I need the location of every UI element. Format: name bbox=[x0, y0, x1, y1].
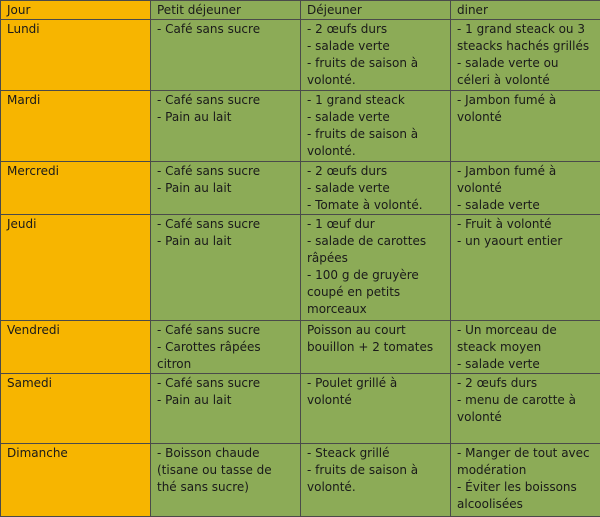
menu-item: - Tomate à volonté. bbox=[307, 197, 445, 214]
dejeuner-cell bbox=[301, 162, 451, 215]
menu-item: - 2 œufs durs bbox=[307, 21, 445, 38]
menu-item: - 1 grand steack ou 3 steacks hachés grillés bbox=[457, 21, 595, 55]
menu-item: - 2 œufs durs bbox=[307, 163, 445, 180]
day-cell: Jeudi bbox=[1, 215, 151, 321]
menu-item: - salade verte ou céleri à volonté bbox=[457, 55, 595, 89]
menu-item: - 1 œuf dur bbox=[307, 216, 445, 233]
menu-item: - Éviter les boissons alcoolisées bbox=[457, 479, 595, 513]
diner-cell bbox=[451, 374, 600, 444]
header-row bbox=[1, 1, 600, 20]
menu-item: - fruits de saison à volonté. bbox=[307, 55, 445, 89]
menu-item: - Jambon fumé à volonté bbox=[457, 92, 595, 126]
menu-item: - salade verte bbox=[307, 180, 445, 197]
menu-item: - Boisson chaude (tisane ou tasse de thé sans sucre) bbox=[157, 445, 295, 496]
menu-item: - salade verte bbox=[307, 38, 445, 55]
petit-dejeuner-cell bbox=[151, 321, 301, 374]
menu-item: - salade verte bbox=[457, 197, 595, 214]
petit-dejeuner-cell bbox=[151, 162, 301, 215]
table-row bbox=[1, 91, 600, 162]
dejeuner-cell bbox=[301, 20, 451, 91]
menu-item: - un yaourt entier bbox=[457, 233, 595, 250]
menu-item: - 1 grand steack bbox=[307, 92, 445, 109]
diner-cell bbox=[451, 444, 600, 517]
menu-item: - Café sans sucre bbox=[157, 21, 295, 38]
day-cell: Samedi bbox=[1, 374, 151, 444]
menu-item: - Café sans sucre bbox=[157, 216, 295, 233]
header-petit-dejeuner: Petit déjeuner bbox=[151, 1, 301, 20]
diner-cell bbox=[451, 162, 600, 215]
day-cell: Mercredi bbox=[1, 162, 151, 215]
day-cell: Lundi bbox=[1, 20, 151, 91]
table-row bbox=[1, 20, 600, 91]
menu-item: - 2 œufs durs bbox=[457, 375, 595, 392]
dejeuner-cell bbox=[301, 91, 451, 162]
table-row bbox=[1, 374, 600, 444]
table-row bbox=[1, 444, 600, 517]
table-row bbox=[1, 215, 600, 321]
menu-item: - salade de carottes râpées bbox=[307, 233, 445, 267]
header-diner: diner bbox=[451, 1, 600, 20]
diner-cell bbox=[451, 91, 600, 162]
menu-item: - Poulet grillé à volonté bbox=[307, 375, 445, 409]
diner-cell bbox=[451, 20, 600, 91]
menu-item: - Pain au lait bbox=[157, 180, 295, 197]
menu-item: - Jambon fumé à volonté bbox=[457, 163, 595, 197]
table-row bbox=[1, 162, 600, 215]
menu-item: - Café sans sucre bbox=[157, 163, 295, 180]
menu-item: - Café sans sucre bbox=[157, 92, 295, 109]
menu-item: - Pain au lait bbox=[157, 233, 295, 250]
menu-item: - Pain au lait bbox=[157, 109, 295, 126]
menu-item: - salade verte bbox=[457, 356, 595, 373]
petit-dejeuner-cell bbox=[151, 444, 301, 517]
menu-item: - Café sans sucre bbox=[157, 375, 295, 392]
dejeuner-cell bbox=[301, 444, 451, 517]
header-jour: Jour bbox=[1, 1, 151, 20]
menu-item: - Steack grillé bbox=[307, 445, 445, 462]
menu-item: - Manger de tout avec modération bbox=[457, 445, 595, 479]
diner-cell bbox=[451, 321, 600, 374]
petit-dejeuner-cell bbox=[151, 20, 301, 91]
menu-item: Poisson au court bouillon + 2 tomates bbox=[307, 322, 445, 356]
menu-item: - Un morceau de steack moyen bbox=[457, 322, 595, 356]
petit-dejeuner-cell bbox=[151, 374, 301, 444]
petit-dejeuner-cell bbox=[151, 215, 301, 321]
day-cell: Mardi bbox=[1, 91, 151, 162]
menu-item: - Fruit à volonté bbox=[457, 216, 595, 233]
menu-item: - Carottes râpées citron bbox=[157, 339, 295, 373]
petit-dejeuner-cell bbox=[151, 91, 301, 162]
table-row bbox=[1, 321, 600, 374]
day-cell: Dimanche bbox=[1, 444, 151, 517]
dejeuner-cell bbox=[301, 321, 451, 374]
day-cell: Vendredi bbox=[1, 321, 151, 374]
menu-item: - fruits de saison à volonté. bbox=[307, 462, 445, 496]
dejeuner-cell bbox=[301, 215, 451, 321]
menu-item: - fruits de saison à volonté. bbox=[307, 126, 445, 160]
header-dejeuner: Déjeuner bbox=[301, 1, 451, 20]
diner-cell bbox=[451, 215, 600, 321]
menu-item: - menu de carotte à volonté bbox=[457, 392, 595, 426]
menu-item: - Café sans sucre bbox=[157, 322, 295, 339]
menu-item: - Pain au lait bbox=[157, 392, 295, 409]
menu-item: - 100 g de gruyère coupé en petits morceaux bbox=[307, 267, 445, 318]
dejeuner-cell bbox=[301, 374, 451, 444]
menu-item: - salade verte bbox=[307, 109, 445, 126]
